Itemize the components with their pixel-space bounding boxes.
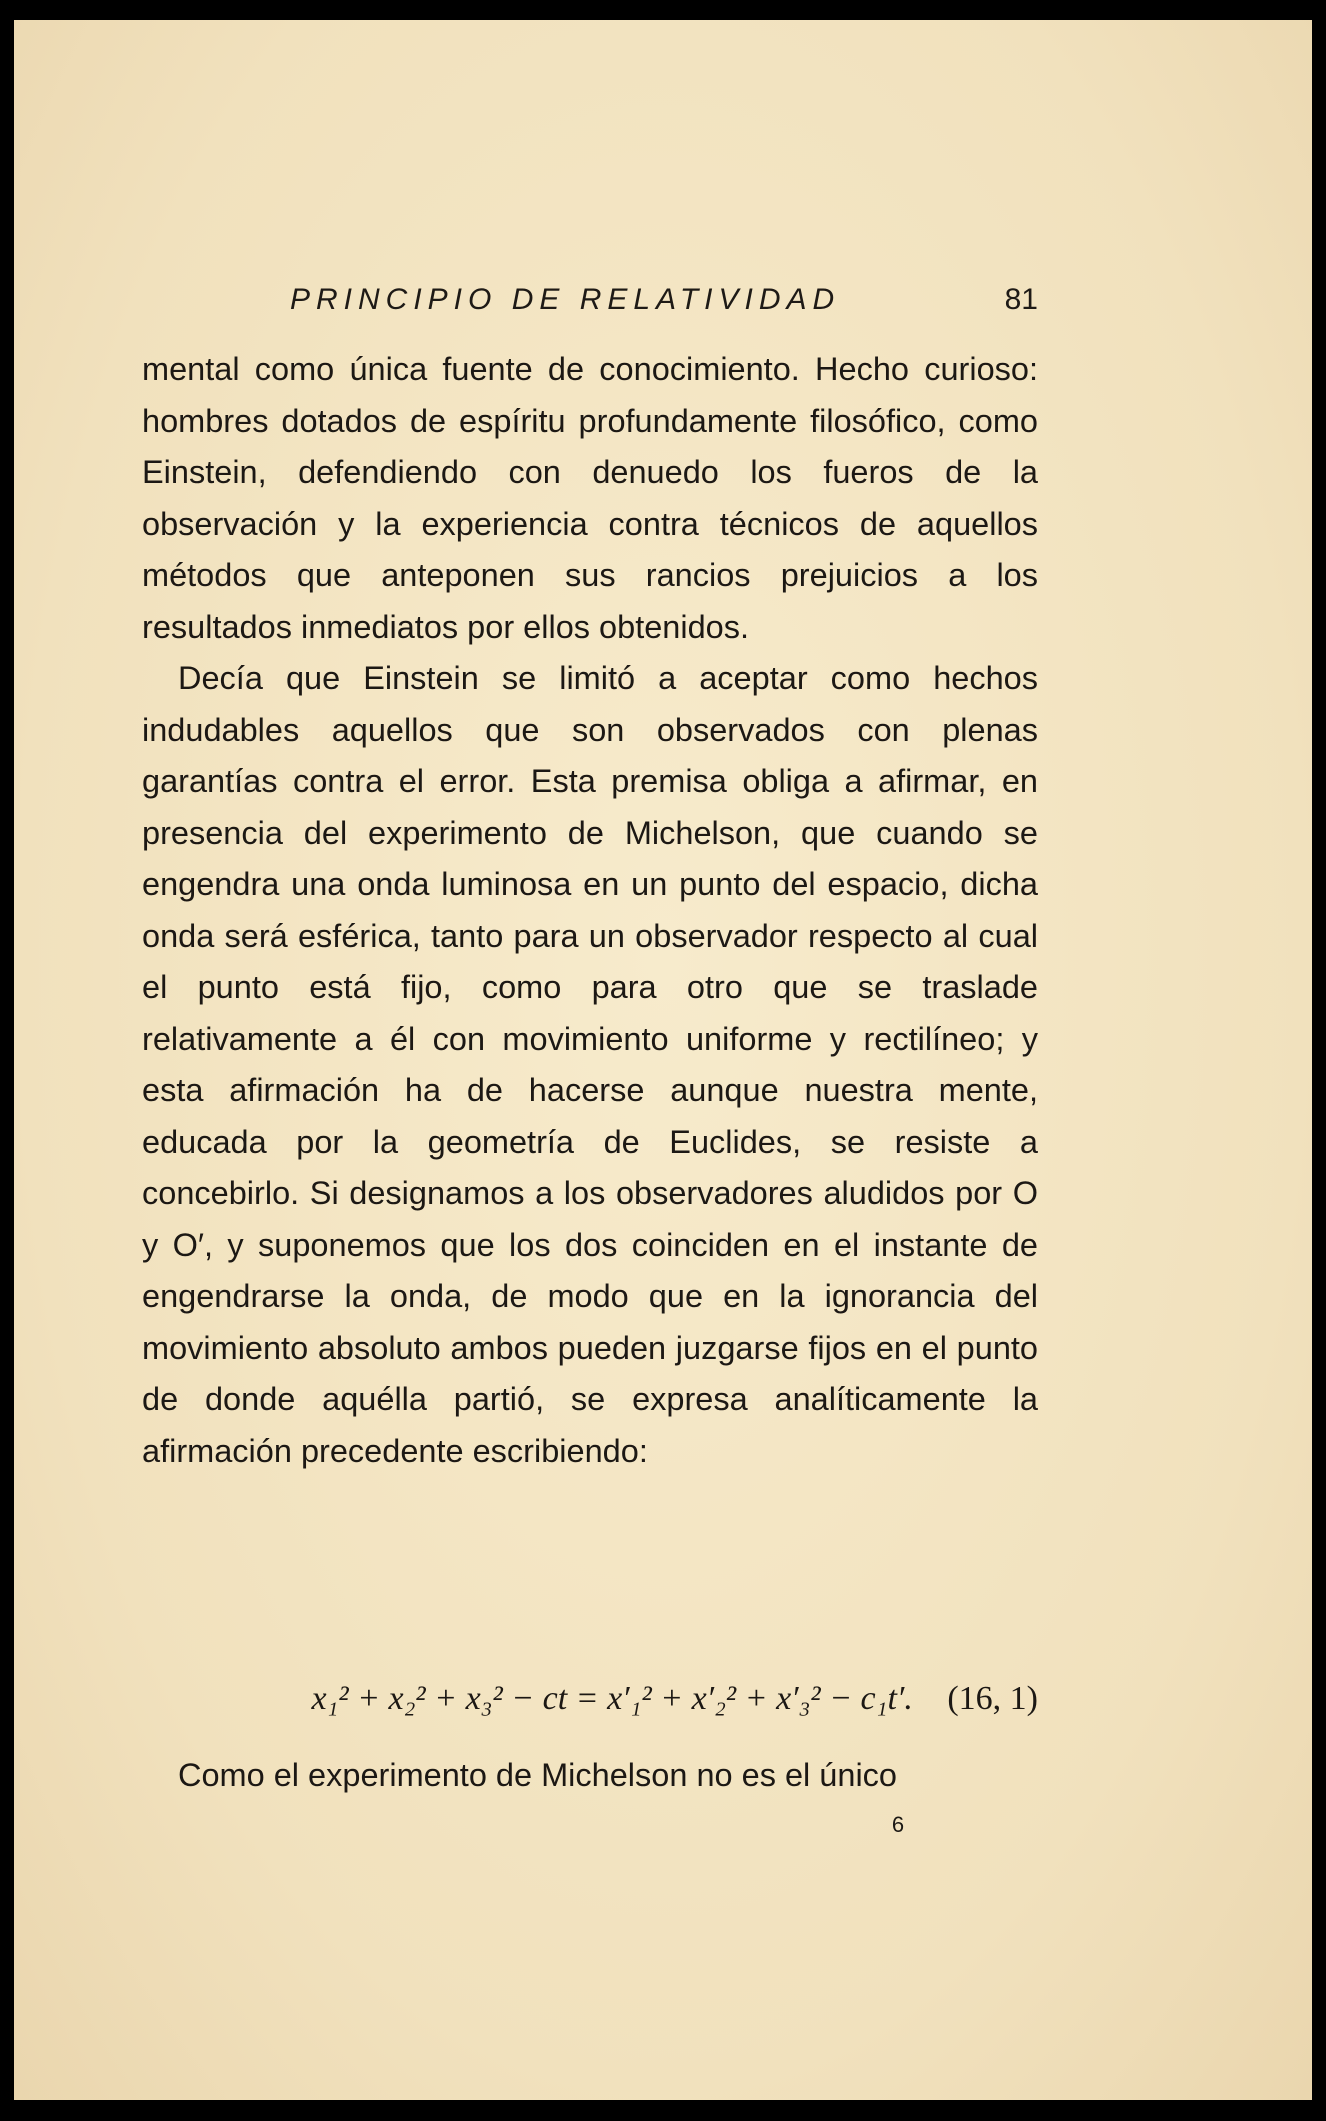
equation-expression: x₁² + x₂² + x₃² − ct = x′₁² + x′₂² + x′₃² − c₁t′. [311,1680,913,1717]
paragraph-3: Como el experimento de Michelson no es el único [178,1757,897,1793]
paragraph-1: mental como única fuente de conocimiento. Hecho curioso: hombres dotados de espíritu profundamente filosófico, como Einstein, defendiendo con denuedo los fueros de la observación y la experiencia contra técnicos de aquellos métodos que anteponen sus rancios prejuicios a los resultados inmediatos por ellos obtenidos. [142,351,1038,645]
running-header [278,283,1038,333]
running-title: PRINCIPIO DE RELATIVIDAD [290,283,841,316]
equation-number: (16, 1) [947,1680,1038,1717]
signature-mark: 6 [891,1812,905,1837]
page-number: 81 [1004,283,1038,316]
equation [142,1680,1038,1740]
body-text [142,344,1038,1477]
paragraph-2: Decía que Einstein se limitó a aceptar como hechos indudables aquellos que son observados con plenas garantías contra el error. Esta premisa obliga a afirmar, en presencia del experimento de Michelson, que cuando se engendra una onda luminosa en un punto del espacio, dicha onda será esférica, tanto para un observador respecto al cual el punto está fijo, como para otro que se traslade relativamente a él con movimiento uniforme y rectilíneo; y esta afirmación ha de hacerse aunque nuestra mente, educada por la geometría de Euclides, se resiste a concebirlo. Si designamos a los observadores aludidos por O y O′, y suponemos que los dos coinciden en el instante de engendrarse la onda, de modo que en la ignorancia del movimiento absoluto ambos pueden juzgarse fijos en el punto de donde aquélla partió, se expresa analíticamente la afirmación precedente escribiendo: [142,660,1038,1469]
